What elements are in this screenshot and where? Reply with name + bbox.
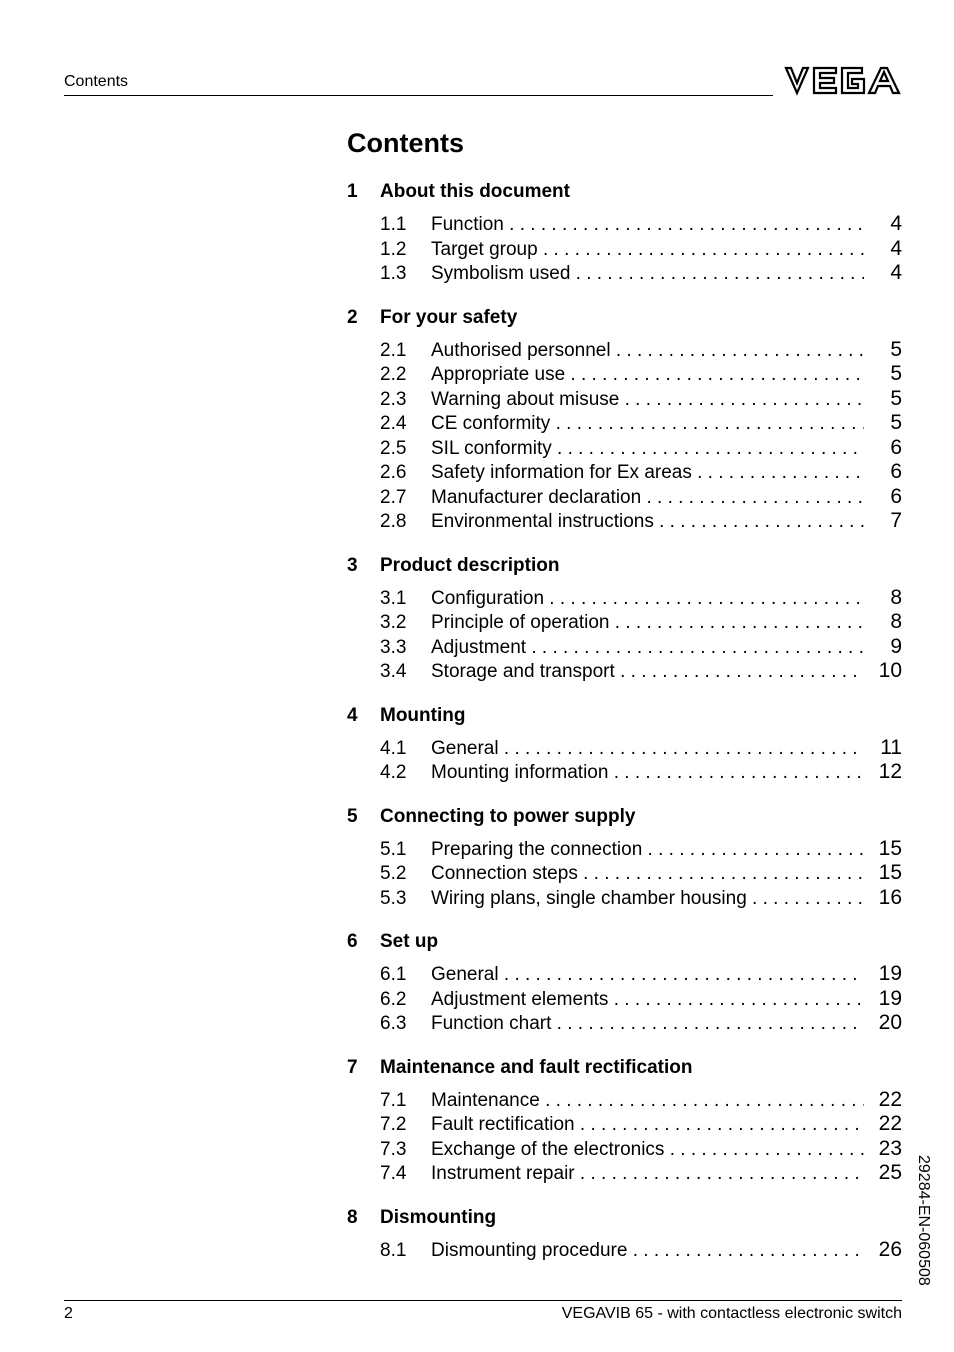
toc-section-heading[interactable] — [347, 1204, 902, 1232]
section-title: Maintenance and fault rectification — [380, 1056, 693, 1078]
entry-title — [431, 1114, 864, 1136]
toc-entry[interactable] — [380, 261, 902, 286]
entry-title — [431, 637, 864, 659]
entry-page-number: 6 — [890, 484, 902, 508]
entry-title-text: Authorised personnel — [431, 339, 611, 361]
entry-page-number: 6 — [890, 460, 902, 483]
entry-page-number: 8 — [890, 585, 902, 609]
entry-number: 2.2 — [380, 364, 407, 385]
entry-title-text: Environmental instructions — [431, 511, 654, 532]
entry-title-text: General — [431, 737, 499, 759]
entry-title-text: Function — [431, 214, 504, 235]
entry-title — [431, 263, 864, 285]
entry-number: 7.1 — [380, 1089, 407, 1111]
entry-page-number: 22 — [878, 1112, 902, 1135]
toc-entry[interactable] — [380, 1161, 902, 1186]
toc-section-heading[interactable] — [347, 552, 902, 580]
section-number: 5 — [347, 805, 358, 827]
entry-title — [431, 1163, 864, 1185]
footer-document-title: VEGAVIB 65 - with contactless electronic switch — [561, 1305, 902, 1322]
section-title: Product description — [380, 554, 560, 576]
section-title: Set up — [380, 931, 439, 952]
entry-title-text: Maintenance — [431, 1089, 540, 1111]
entry-title — [431, 588, 864, 610]
toc-entry[interactable] — [380, 1238, 902, 1263]
toc-entry[interactable] — [380, 635, 902, 660]
toc-entry[interactable] — [380, 586, 902, 611]
entry-page-number: 8 — [890, 610, 902, 633]
toc-section-heading[interactable] — [347, 803, 902, 831]
page-title: Contents — [347, 128, 464, 158]
entry-title — [431, 1139, 864, 1161]
entry-title — [431, 487, 864, 509]
entry-title — [431, 989, 864, 1011]
entry-title-text: Storage and transport — [431, 661, 615, 682]
entry-title-text: Target group — [431, 238, 538, 260]
entry-page-number: 10 — [878, 659, 902, 682]
entry-title — [431, 839, 864, 861]
entry-number: 1.2 — [380, 238, 407, 260]
entry-page-number: 26 — [878, 1237, 902, 1261]
entry-page-number: 5 — [890, 411, 902, 434]
entry-page-number: 15 — [878, 836, 902, 860]
entry-title-text: Function chart — [431, 1013, 552, 1034]
entry-number: 2.7 — [380, 486, 407, 508]
entry-title — [431, 340, 864, 362]
section-title: Mounting — [380, 704, 466, 726]
entry-page-number: 6 — [890, 435, 902, 459]
entry-page-number: 5 — [890, 386, 902, 410]
toc-entry[interactable] — [380, 837, 902, 862]
toc-entry[interactable] — [380, 760, 902, 785]
entry-title — [431, 1013, 864, 1035]
entry-title-text: General — [431, 964, 499, 985]
table-of-contents — [347, 178, 902, 1280]
toc-section — [347, 1054, 902, 1186]
entry-title — [431, 612, 864, 634]
vega-logo — [784, 65, 901, 96]
entry-title — [431, 413, 864, 435]
entry-title-text: Adjustment elements — [431, 988, 609, 1010]
entry-number: 4.1 — [380, 737, 407, 759]
toc-section-heading[interactable] — [347, 178, 902, 206]
toc-section — [347, 803, 902, 911]
entry-number: 3.3 — [380, 636, 407, 658]
toc-section — [347, 1204, 902, 1263]
toc-section — [347, 928, 902, 1036]
entry-page-number: 5 — [890, 362, 902, 385]
toc-section — [347, 178, 902, 286]
entry-title — [431, 661, 864, 683]
entry-title-text: Configuration — [431, 587, 545, 609]
entry-title-text: Exchange of the electronics — [431, 1138, 665, 1160]
toc-entry[interactable] — [380, 962, 902, 987]
header-section-label: Contents — [64, 73, 129, 90]
entry-title — [431, 964, 864, 986]
entry-title-text: Wiring plans, single chamber housing — [431, 887, 747, 909]
toc-entry[interactable] — [380, 1137, 902, 1162]
entry-title — [431, 863, 864, 885]
entry-title — [431, 762, 864, 784]
document-code: 29284-EN-060508 — [915, 1155, 932, 1286]
entry-page-number: 19 — [878, 962, 902, 985]
entry-title-text: Dismounting procedure — [431, 1239, 628, 1261]
entry-title — [431, 438, 864, 460]
section-number: 3 — [347, 554, 358, 576]
entry-number: 2.5 — [380, 437, 407, 459]
entry-title — [431, 364, 864, 386]
entry-number: 2.6 — [380, 462, 407, 483]
entry-title-text: Mounting information — [431, 762, 609, 783]
entry-title — [431, 389, 864, 411]
toc-entry[interactable] — [380, 861, 902, 886]
toc-entry[interactable] — [380, 1011, 902, 1036]
entry-page-number: 25 — [878, 1161, 902, 1184]
entry-title — [431, 1090, 864, 1112]
entry-title-text: Appropriate use — [431, 364, 566, 385]
entry-title — [431, 239, 864, 261]
entry-page-number: 23 — [878, 1136, 902, 1160]
toc-section — [347, 304, 902, 534]
section-title: About this document — [380, 181, 570, 202]
section-number: 7 — [347, 1056, 358, 1078]
entry-number: 2.4 — [380, 413, 407, 434]
entry-number: 6.2 — [380, 988, 407, 1010]
entry-page-number: 5 — [890, 337, 902, 361]
entry-number: 1.1 — [380, 214, 407, 235]
entry-page-number: 4 — [890, 212, 902, 235]
section-number: 6 — [347, 931, 358, 952]
entry-number: 5.1 — [380, 838, 407, 860]
entry-number: 5.2 — [380, 863, 407, 884]
entry-title-text: CE conformity — [431, 413, 551, 434]
section-number: 4 — [347, 704, 358, 726]
toc-entry[interactable] — [380, 436, 902, 461]
toc-section-heading[interactable] — [347, 928, 902, 956]
entry-page-number: 9 — [890, 634, 902, 658]
toc-entry[interactable] — [380, 1088, 902, 1113]
entry-page-number: 15 — [878, 861, 902, 884]
entry-title-text: Principle of operation — [431, 612, 610, 633]
entry-title-text: Warning about misuse — [431, 388, 620, 410]
toc-entry[interactable] — [380, 460, 902, 485]
toc-entry[interactable] — [380, 338, 902, 363]
toc-entry[interactable] — [380, 1112, 902, 1137]
entry-title — [431, 214, 864, 236]
entry-title — [431, 888, 864, 910]
entry-number: 7.4 — [380, 1163, 407, 1184]
entry-title-text: Instrument repair — [431, 1163, 575, 1184]
section-title: Dismounting — [380, 1206, 497, 1228]
section-number: 1 — [347, 181, 358, 202]
entry-title — [431, 738, 864, 760]
entry-title — [431, 511, 864, 533]
entry-title-text: SIL conformity — [431, 437, 552, 459]
footer-rule — [64, 1300, 902, 1301]
toc-section — [347, 702, 902, 785]
entry-page-number: 22 — [878, 1087, 902, 1111]
entry-number: 3.4 — [380, 661, 407, 682]
entry-number: 8.1 — [380, 1239, 407, 1261]
section-number: 8 — [347, 1206, 358, 1228]
section-number: 2 — [347, 306, 358, 328]
toc-entry[interactable] — [380, 987, 902, 1012]
entry-title-text: Manufacturer declaration — [431, 486, 642, 508]
entry-title — [431, 1240, 864, 1262]
entry-number: 6.1 — [380, 964, 407, 985]
toc-entry[interactable] — [380, 485, 902, 510]
entry-number: 2.1 — [380, 339, 407, 361]
entry-title-text: Adjustment — [431, 636, 527, 658]
entry-title-text: Symbolism used — [431, 263, 571, 284]
entry-title — [431, 462, 864, 484]
entry-number: 2.8 — [380, 511, 407, 532]
toc-entry[interactable] — [380, 509, 902, 534]
entry-number: 6.3 — [380, 1013, 407, 1034]
entry-page-number: 20 — [878, 1011, 902, 1034]
toc-entry[interactable] — [380, 387, 902, 412]
entry-page-number: 4 — [890, 236, 902, 260]
section-title: Connecting to power supply — [380, 805, 636, 827]
toc-entry[interactable] — [380, 411, 902, 436]
entry-number: 3.1 — [380, 587, 407, 609]
entry-page-number: 7 — [890, 509, 902, 532]
footer-page-number: 2 — [64, 1305, 73, 1322]
entry-number: 2.3 — [380, 388, 407, 410]
entry-title-text: Connection steps — [431, 863, 578, 884]
entry-page-number: 4 — [890, 261, 902, 284]
toc-entry[interactable] — [380, 610, 902, 635]
toc-entry[interactable] — [380, 237, 902, 262]
entry-number: 4.2 — [380, 762, 407, 783]
toc-entry[interactable] — [380, 659, 902, 684]
toc-entry[interactable] — [380, 362, 902, 387]
toc-entry[interactable] — [380, 886, 902, 911]
toc-section — [347, 552, 902, 684]
entry-number: 5.3 — [380, 887, 407, 909]
entry-number: 3.2 — [380, 612, 407, 633]
entry-number: 7.2 — [380, 1114, 407, 1135]
entry-number: 1.3 — [380, 263, 407, 284]
toc-section-heading[interactable] — [347, 702, 902, 730]
entry-number: 7.3 — [380, 1138, 407, 1160]
toc-section-heading[interactable] — [347, 1054, 902, 1082]
section-title: For your safety — [380, 306, 518, 328]
header-rule — [64, 95, 773, 96]
entry-title-text: Safety information for Ex areas — [431, 462, 692, 483]
entry-page-number: 16 — [878, 885, 902, 909]
entry-page-number: 19 — [878, 986, 902, 1010]
toc-section-heading[interactable] — [347, 304, 902, 332]
toc-entry[interactable] — [380, 736, 902, 761]
entry-title-text: Fault rectification — [431, 1114, 575, 1135]
entry-title-text: Preparing the connection — [431, 838, 643, 860]
toc-entry[interactable] — [380, 212, 902, 237]
entry-page-number: 12 — [878, 760, 902, 783]
entry-page-number: 11 — [880, 735, 902, 759]
